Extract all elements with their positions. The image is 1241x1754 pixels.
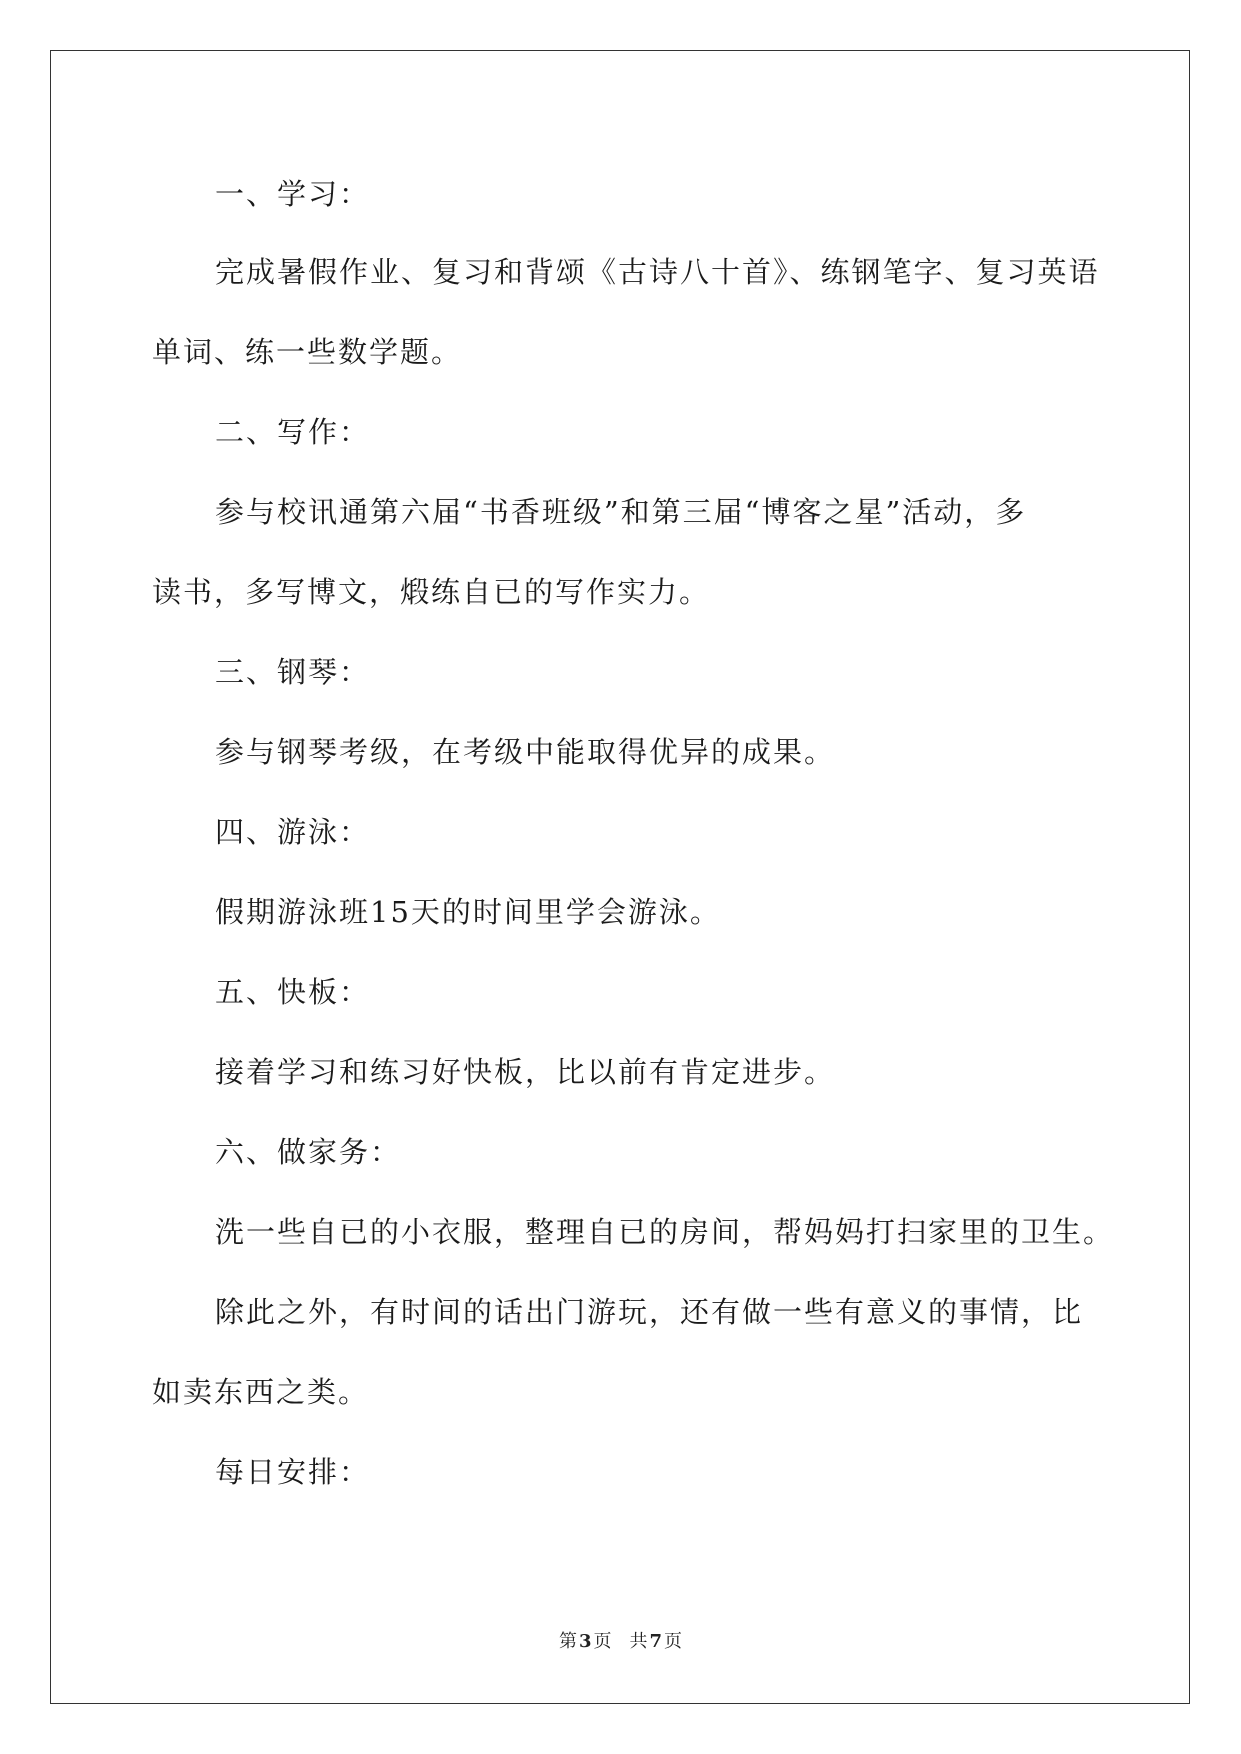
section-heading-housework: 六、做家务： [215,1135,402,1169]
paragraph-line: 假期游泳班15天的时间里学会游泳。 [215,895,721,929]
paragraph-line: 洗一些自已的小衣服，整理自已的房间，帮妈妈打扫家里的卫生。 [215,1215,1115,1249]
paragraph-line: 完成暑假作业、复习和背颂《古诗八十首》、练钢笔字、复习英语 [215,255,1100,289]
paragraph-line: 除此之外，有时间的话出门游玩，还有做一些有意义的事情，比 [215,1295,1084,1329]
page-prefix: 第 [558,1631,577,1652]
section-heading-piano: 三、钢琴： [215,655,371,689]
paragraph-line: 单词、练一些数学题。 [152,335,463,369]
section-heading-daily-schedule: 每日安排： [215,1455,371,1489]
paragraph-line: 接着学习和练习好快板，比以前有肯定进步。 [215,1055,836,1089]
page-number-footer [0,1627,1241,1653]
section-heading-study: 一、学习： [215,177,371,211]
page-suffix: 页 [593,1631,612,1652]
paragraph-line: 参与钢琴考级，在考级中能取得优异的成果。 [215,735,836,769]
total-suffix: 页 [664,1631,683,1652]
paragraph-line: 读书，多写博文，煅练自已的写作实力。 [152,575,711,609]
paragraph-line: 如卖东西之类。 [152,1375,370,1409]
total-prefix: 共 [629,1631,648,1652]
section-heading-kuaiban: 五、快板： [215,975,371,1009]
current-page-number: 3 [578,1631,592,1652]
paragraph-line: 参与校讯通第六届“书香班级”和第三届“博客之星”活动，多 [215,495,1027,529]
total-page-number: 7 [649,1631,663,1652]
section-heading-writing: 二、写作： [215,415,371,449]
section-heading-swimming: 四、游泳： [215,815,371,849]
